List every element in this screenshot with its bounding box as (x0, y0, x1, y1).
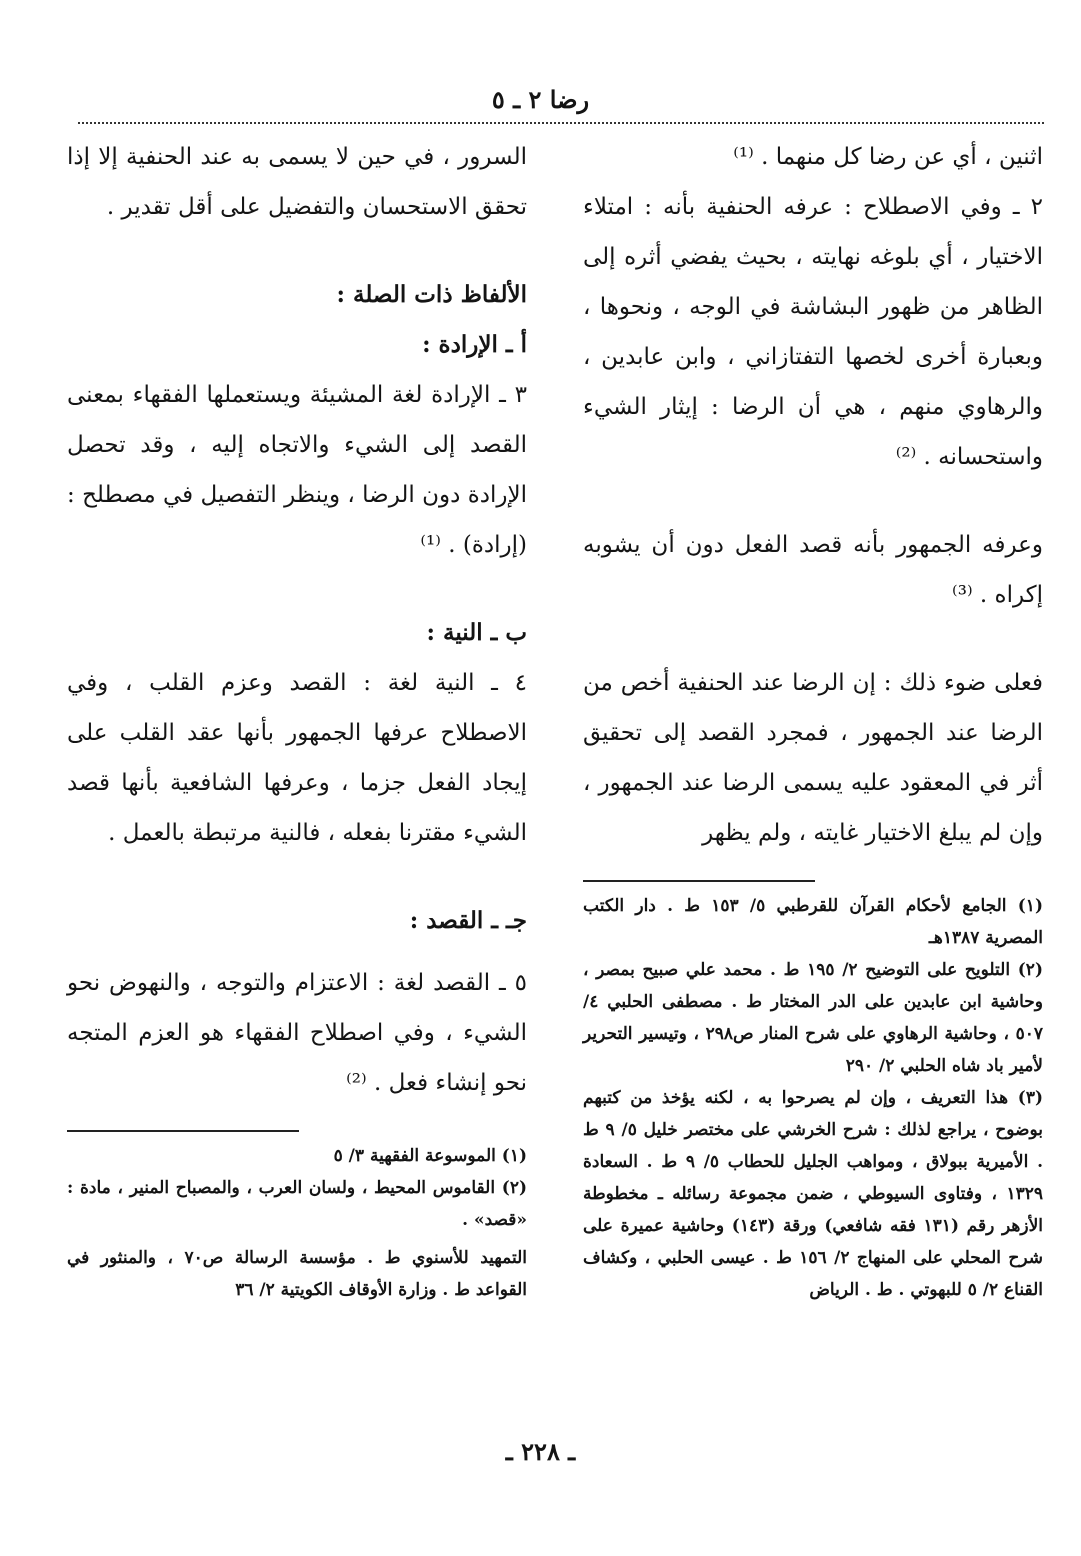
footnote-separator (67, 1130, 299, 1132)
paragraph-comparison: فعلى ضوء ذلك : إن الرضا عند الحنفية أخص من الرضا عند الجمهور ، فمجرد القصد إلى تحقيق أثر في المعقود عليه يسمى الرضا عند الجمهور ، وإن لم يبلغ الاختيار غايته ، ولم يظهر (583, 670, 1043, 846)
footnote-separator (583, 880, 815, 882)
subsection-title-qasd: جـ ـ القصد : (409, 907, 527, 934)
right-column (583, 132, 1043, 1306)
paragraph-continuation: اثنين ، أي عن رضا كل منهما . ⁽¹⁾ (733, 144, 1043, 170)
running-header: رضا ٢ ـ ٥ (491, 85, 590, 114)
left-column (67, 132, 527, 1306)
footnote-2: (٢) القاموس المحيط ، ولسان العرب ، والمصباح المنير ، مادة : «قصد» . (67, 1178, 527, 1230)
subsection-title-niyya: ب ـ النية : (426, 619, 527, 646)
footnote-continuation: التمهيد للأسنوي ط . مؤسسة الرسالة ص٧٠ ، والمنثور في القواعد ط . وزارة الأوقاف الكويتية ٢/ ٣٦ (67, 1248, 527, 1300)
paragraph-niyya: ٤ ـ النية لغة : القصد وعزم القلب ، وفي الاصطلاح عرفها الجمهور بأنها عقد القلب على إيجاد الفعل جزما ، وعرفها الشافعية بأنها قصد الشيء مقترنا بفعله ، فالنية مرتبطة بالعمل . (67, 670, 527, 846)
footnote-1: (١) الموسوعة الفقهية ٣/ ٥ (333, 1146, 527, 1166)
footnote-1: (١) الجامع لأحكام القرآن للقرطبي ٥/ ١٥٣ ط . دار الكتب المصرية ١٣٨٧هـ (583, 896, 1043, 948)
header-dotted-rule (78, 122, 1044, 124)
page-number: ـ ٢٢٨ ـ (505, 1437, 576, 1466)
paragraph-qasd: ٥ ـ القصد لغة : الاعتزام والتوجه ، والنهوض نحو الشيء ، وفي اصطلاح الفقهاء هو العزم المتجه نحو إنشاء فعل . ⁽²⁾ (67, 970, 527, 1096)
footnote-3: (٣) هذا التعريف ، وإن لم يصرحوا به ، لكنه يؤخذ من كتبهم بوضوح ، يراجع لذلك : شرح الخرشي على مختصر خليل ٥/ ٩ ط . الأميرية ببولاق ، ومواهب الجليل للحطاب ٥/ ٩ ط . السعادة ١٣٢٩ ، وفتاوى السيوطي ، ضمن مجموعة رسائله ـ مخطوطة الأزهر رقم (١٣١ فقه شافعي) ورقة (١٤٣) وحاشية عميرة على شرح المحلي على المنهاج ٢/ ١٥٦ ط . عيسى الحلبي ، وكشاف القناع ٢/ ٥ للبهوتي . ط . الرياض (583, 1088, 1043, 1300)
footnote-2: (٢) التلويح على التوضيح ٢/ ١٩٥ ط . محمد علي صبيح بمصر ، وحاشية ابن عابدين على الدر المختار ط . مصطفى الحلبي ٤/ ٥٠٧ ، وحاشية الرهاوي على شرح المنار ص٢٩٨ ، وتيسير التحرير لأمير باد شاه الحلبي ٢/ ٢٩٠ (583, 960, 1043, 1076)
paragraph-definition-hanafi: ٢ ـ وفي الاصطلاح : عرفه الحنفية بأنه : امتلاء الاختيار ، أي بلوغه نهايته ، بحيث يفضي أثره إلى الظاهر من ظهور البشاشة في الوجه ، ونحوها ، وبعبارة أخرى لخصها التفتازاني ، وابن عابدين ، والرهاوي منهم ، هي أن الرضا : إيثار الشيء واستحسانه . ⁽²⁾ (583, 194, 1043, 470)
section-title: الألفاظ ذات الصلة : (336, 281, 527, 308)
paragraph-intro: السرور ، في حين لا يسمى به عند الحنفية إلا إذا تحقق الاستحسان والتفضيل على أقل تقدير . (67, 144, 527, 220)
paragraph-definition-jumhur: وعرفه الجمهور بأنه قصد الفعل دون أن يشوبه إكراه . ⁽³⁾ (583, 532, 1043, 608)
paragraph-irada: ٣ ـ الإرادة لغة المشيئة ويستعملها الفقهاء بمعنى القصد إلى الشيء والاتجاه إليه ، وقد تحصل الإرادة دون الرضا ، وينظر التفصيل في مصطلح : (إرادة) . ⁽¹⁾ (67, 382, 527, 558)
subsection-title-irada: أ ـ الإرادة : (422, 331, 527, 358)
